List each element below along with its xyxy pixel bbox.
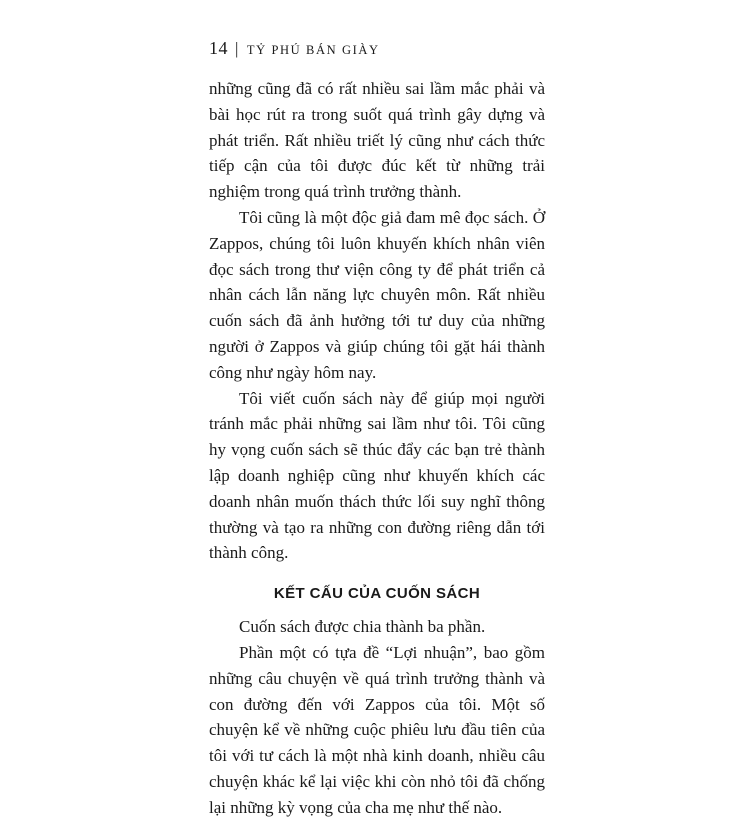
book-title: TỶ PHÚ BÁN GIÀY [246,43,380,57]
paragraph: Cuốn sách được chia thành ba phần. [239,617,486,637]
body-text [209,76,545,821]
paragraph: những cũng đã có rất nhiều sai lầm mắc phải và bài học rút ra trong suốt quá trình gây dựng và phát triển. Rất nhiều triết lý cũng như cách thức tiếp cận của tôi được đúc kết từ những trải nghiệm trong quá trình trưởng thành. [209,79,545,202]
header-separator: | [235,39,239,58]
paragraph: Tôi cũng là một độc giả đam mê đọc sách. Ở Zappos, chúng tôi luôn khuyến khích nhân viên đọc sách trong thư viện công ty để phát triển cả nhân cách lẫn năng lực chuyên môn. Rất nhiều cuốn sách đã ảnh hưởng tới tư duy của những người ở Zappos và giúp chúng tôi gặt hái thành công như ngày hôm nay. [209,207,545,382]
section-heading: KẾT CẤU CỦA CUỐN SÁCH [273,585,481,603]
paragraph: Tôi viết cuốn sách này để giúp mọi người tránh mắc phải những sai lầm như tôi. Tôi cũng hy vọng cuốn sách sẽ thúc đẩy các bạn trẻ thành lập doanh nghiệp cũng như khuyến khích các doanh nhân muốn thách thức lối suy nghĩ thông thường và tạo ra những con đường riêng dẫn tới thành công. [209,388,545,563]
paragraph: Phần một có tựa đề “Lợi nhuận”, bao gồm những câu chuyện về quá trình trưởng thành và con đường đến với Zappos của tôi. Một số chuyện kể về những cuộc phiêu lưu đầu tiên của tôi với tư cách là một nhà kinh doanh, nhiều câu chuyện khác kể lại việc khi còn nhỏ tôi đã chống lại những kỳ vọng của cha mẹ như thế nào. [209,642,545,817]
running-header [209,38,380,59]
page-number: 14 [209,38,228,58]
